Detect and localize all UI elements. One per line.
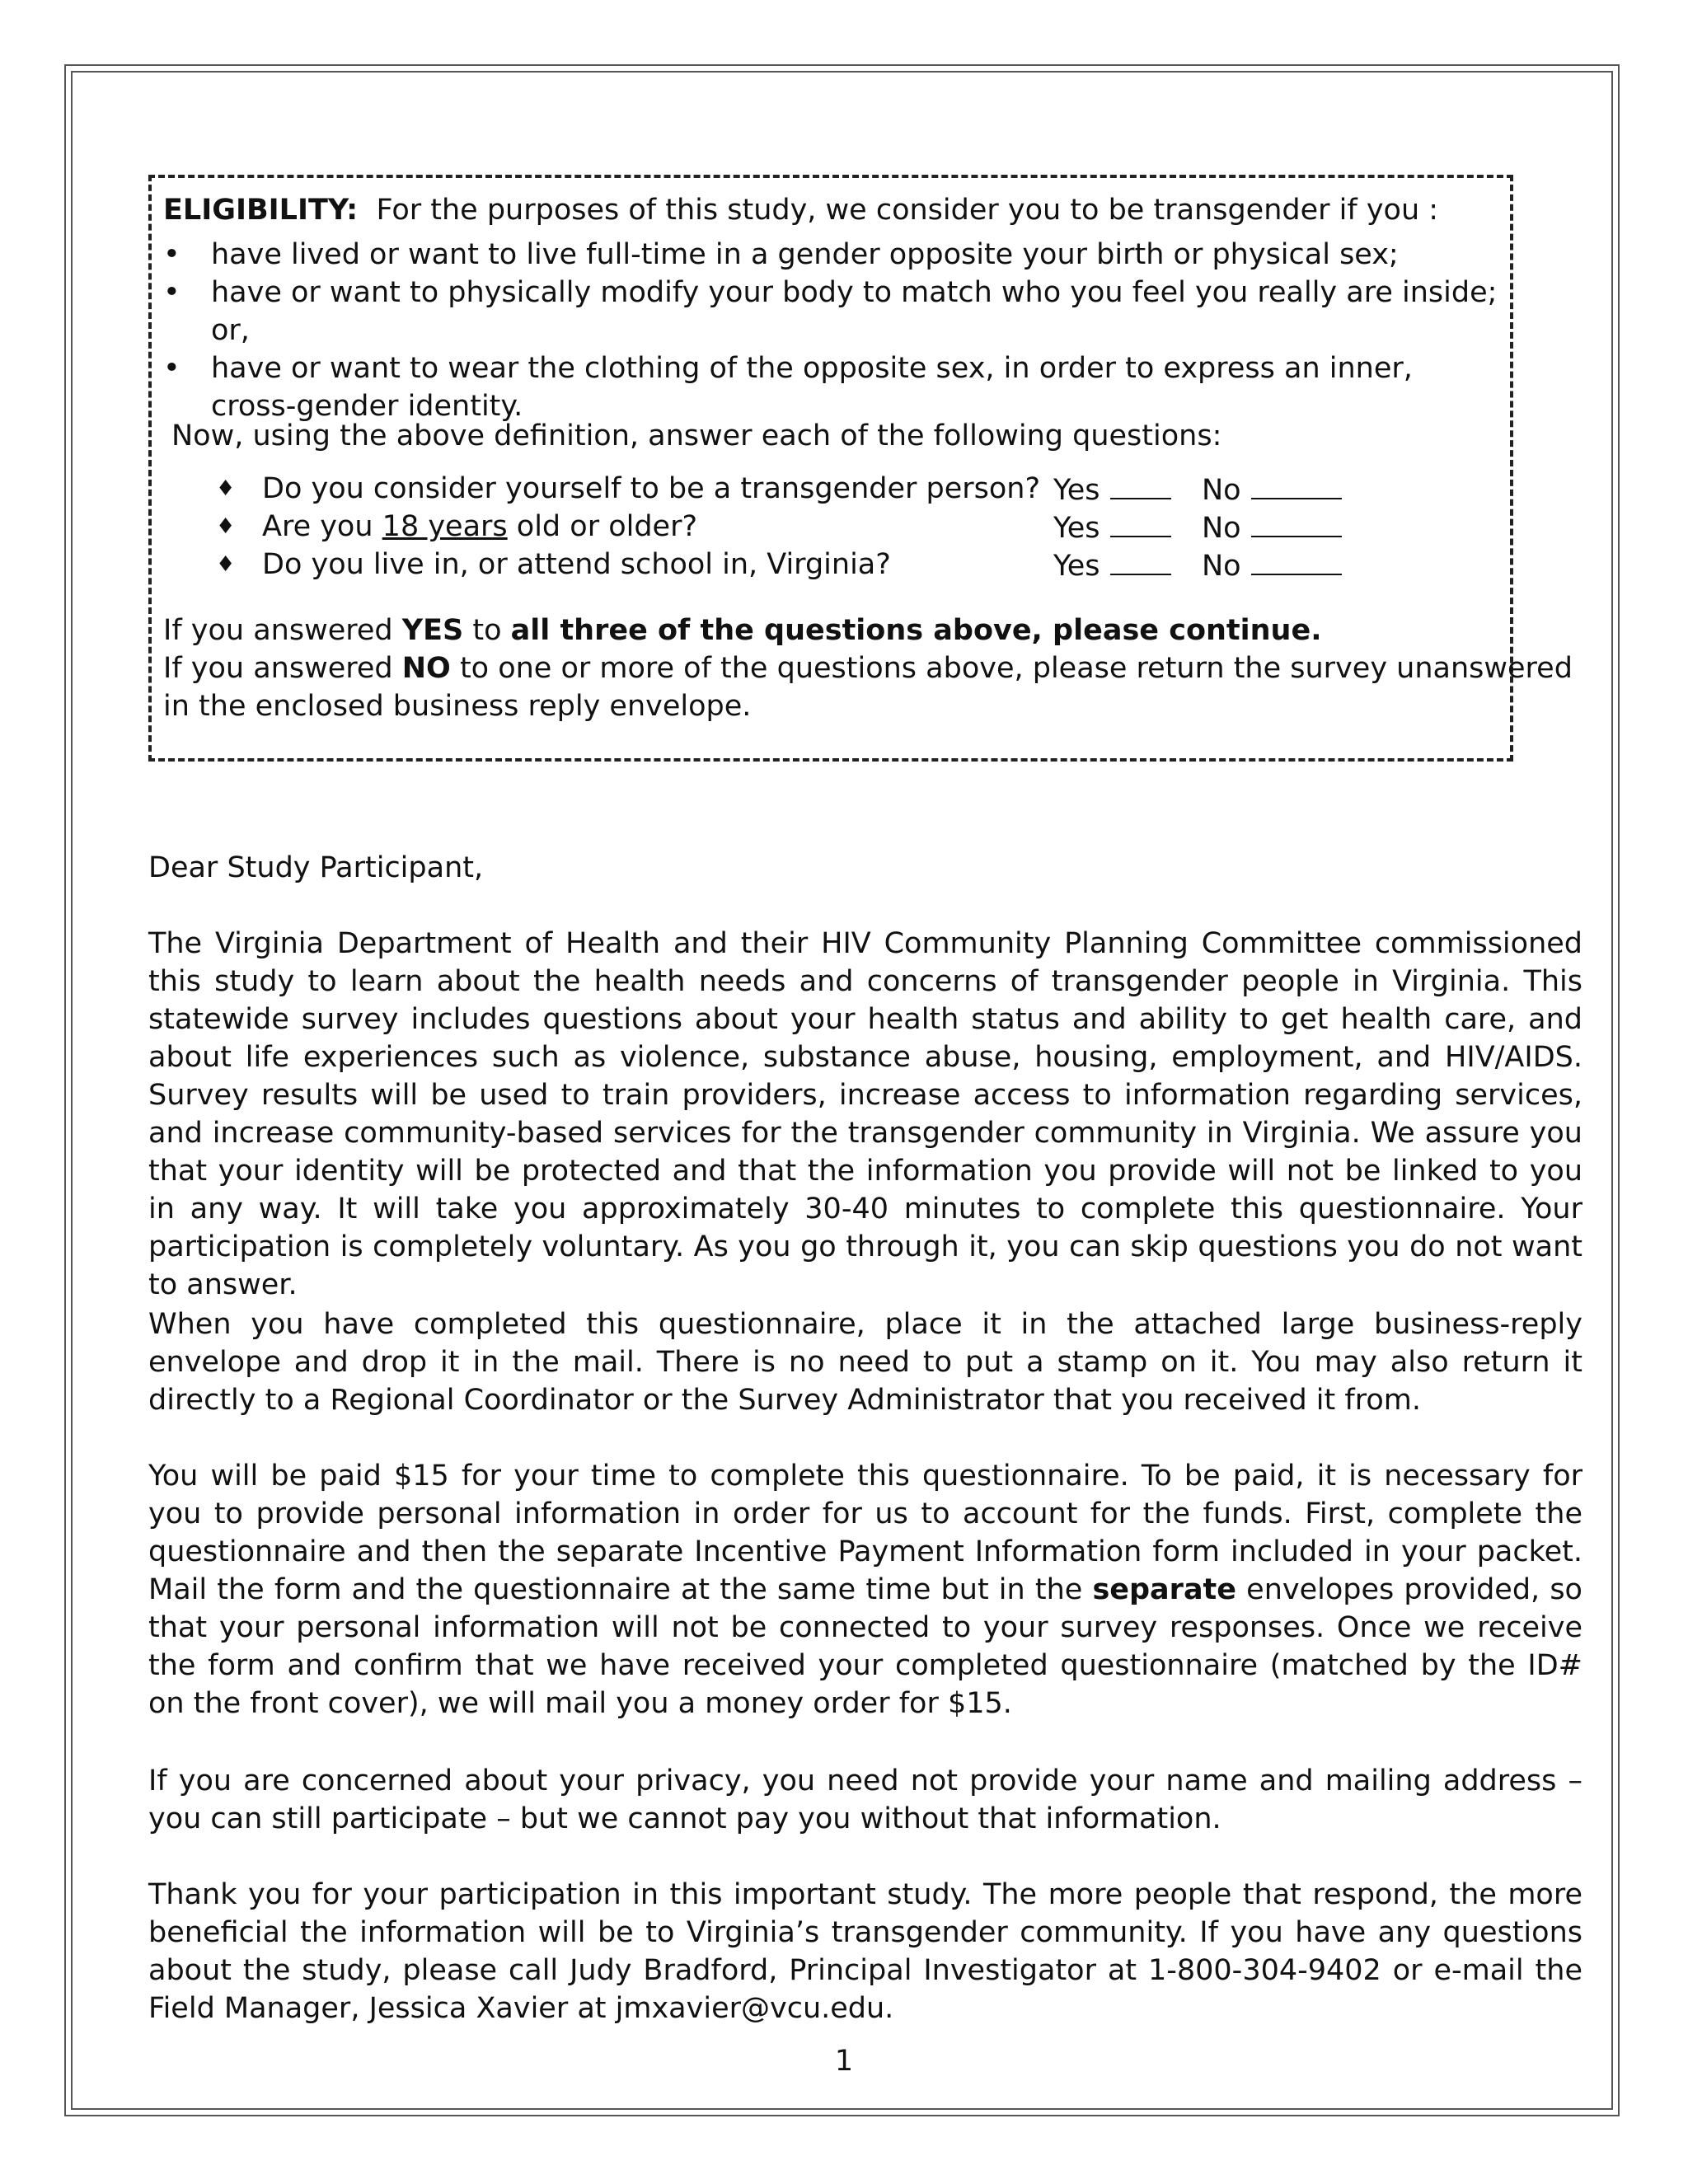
- letter-salutation: Dear Study Participant,: [148, 851, 484, 884]
- eligibility-intro-line: [163, 191, 1449, 229]
- diamond-bullet-icon: ♦: [216, 514, 236, 539]
- letter-paragraph: You will be paid $15 for your time to complete this questionnaire. To be paid, it is necessary for you to provide personal information in order for us to account for the funds. First, complete the questionnaire and then the separate Incentive Payment Information form included in your packet. Mail the form and the questionnaire at the same time but in the separate envelopes provided, so that your personal information will not be connected to your survey responses. Once we receive the form and confirm that we have received your completed questionnaire (matched by the ID# on the front cover), we will mail you a money order for $15.: [148, 1460, 1582, 1720]
- question-text: Do you live in, or attend school in, Virginia?: [262, 548, 891, 581]
- no-instruction-continued: in the enclosed business reply envelope.: [163, 690, 752, 723]
- criteria-item: • have or want to physically modify your body to match who you feel you really are inside; or,: [163, 274, 1498, 349]
- yes-instruction: If you answered YES to all three of the questions above, please continue.: [163, 614, 1322, 647]
- no-instruction: If you answered NO to one or more of the questions above, please return the survey unanswered: [163, 652, 1573, 685]
- eligibility-criteria-list: [163, 236, 1498, 425]
- diamond-bullet-icon: ♦: [216, 552, 236, 577]
- letter-paragraph: When you have completed this questionnaire, place it in the attached large business-reply envelope and drop it in the mail. There is no need to put a stamp on it. You may also return it directly to a Regional Coordinator or the Survey Administrator that you received it from.: [148, 1308, 1582, 1417]
- bullet-dot-icon: •: [163, 352, 181, 385]
- criteria-item: • have lived or want to live full-time in a gender opposite your birth or physical sex;: [163, 236, 1498, 274]
- bullet-dot-icon: •: [163, 238, 181, 271]
- yes-answer-field[interactable]: Yes: [1053, 508, 1171, 547]
- page-number: 1: [834, 2045, 854, 2078]
- eligibility-intro: For the purposes of this study, we consider you to be transgender if you :: [376, 194, 1439, 227]
- no-answer-field[interactable]: No: [1202, 546, 1342, 585]
- criteria-item: • have or want to wear the clothing of the opposite sex, in order to express an inner, cross-gender identity.: [163, 349, 1498, 425]
- question-text: Do you consider yourself to be a transgender person?: [262, 472, 1041, 505]
- question-row: [216, 546, 1370, 583]
- bullet-dot-icon: •: [163, 276, 181, 309]
- letter-paragraph: The Virginia Department of Health and their HIV Community Planning Committee commissioned this study to learn about the health needs and concerns of transgender people in Virginia. This statewide survey includes questions about your health status and ability to get health care, and about life experiences such as violence, substance abuse, housing, employment, and HIV/AIDS. Survey results will be used to train providers, increase access to information regarding services, and increase community-based services for the transgender community in Virginia. We assure you that your identity will be protected and that the information you provide will not be linked to you in any way. It will take you approximately 30-40 minutes to complete this questionnaire. Your participation is completely voluntary. As you go through it, you can skip questions you do not want to answer.: [148, 927, 1582, 1301]
- letter-paragraph: If you are concerned about your privacy, you need not provide your name and mailing address – you can still participate – but we cannot pay you without that information.: [148, 1765, 1582, 1835]
- question-row: [216, 508, 1370, 546]
- question-row: [216, 470, 1370, 508]
- no-answer-field[interactable]: No: [1202, 470, 1342, 509]
- no-answer-field[interactable]: No: [1202, 508, 1342, 547]
- diamond-bullet-icon: ♦: [216, 476, 236, 501]
- yes-answer-field[interactable]: Yes: [1053, 546, 1171, 585]
- question-instruction: Now, using the above definition, answer each of the following questions:: [171, 419, 1222, 452]
- eligibility-heading: ELIGIBILITY:: [163, 194, 359, 227]
- separate-emphasis: separate: [1092, 1573, 1237, 1606]
- yes-answer-field[interactable]: Yes: [1053, 470, 1171, 509]
- age-underlined: 18 years: [382, 510, 508, 543]
- letter-paragraph: Thank you for your participation in this important study. The more people that respond, the more beneficial the information will be to Virginia’s transgender community. If you have any questions about the study, please call Judy Bradford, Principal Investigator at 1-800-304-9402 or e-mail the Field Manager, Jessica Xavier at jmxavier@vcu.edu.: [148, 1878, 1582, 2025]
- question-text: Are you 18 years old or older?: [262, 510, 698, 543]
- eligibility-instructions: [163, 612, 1573, 725]
